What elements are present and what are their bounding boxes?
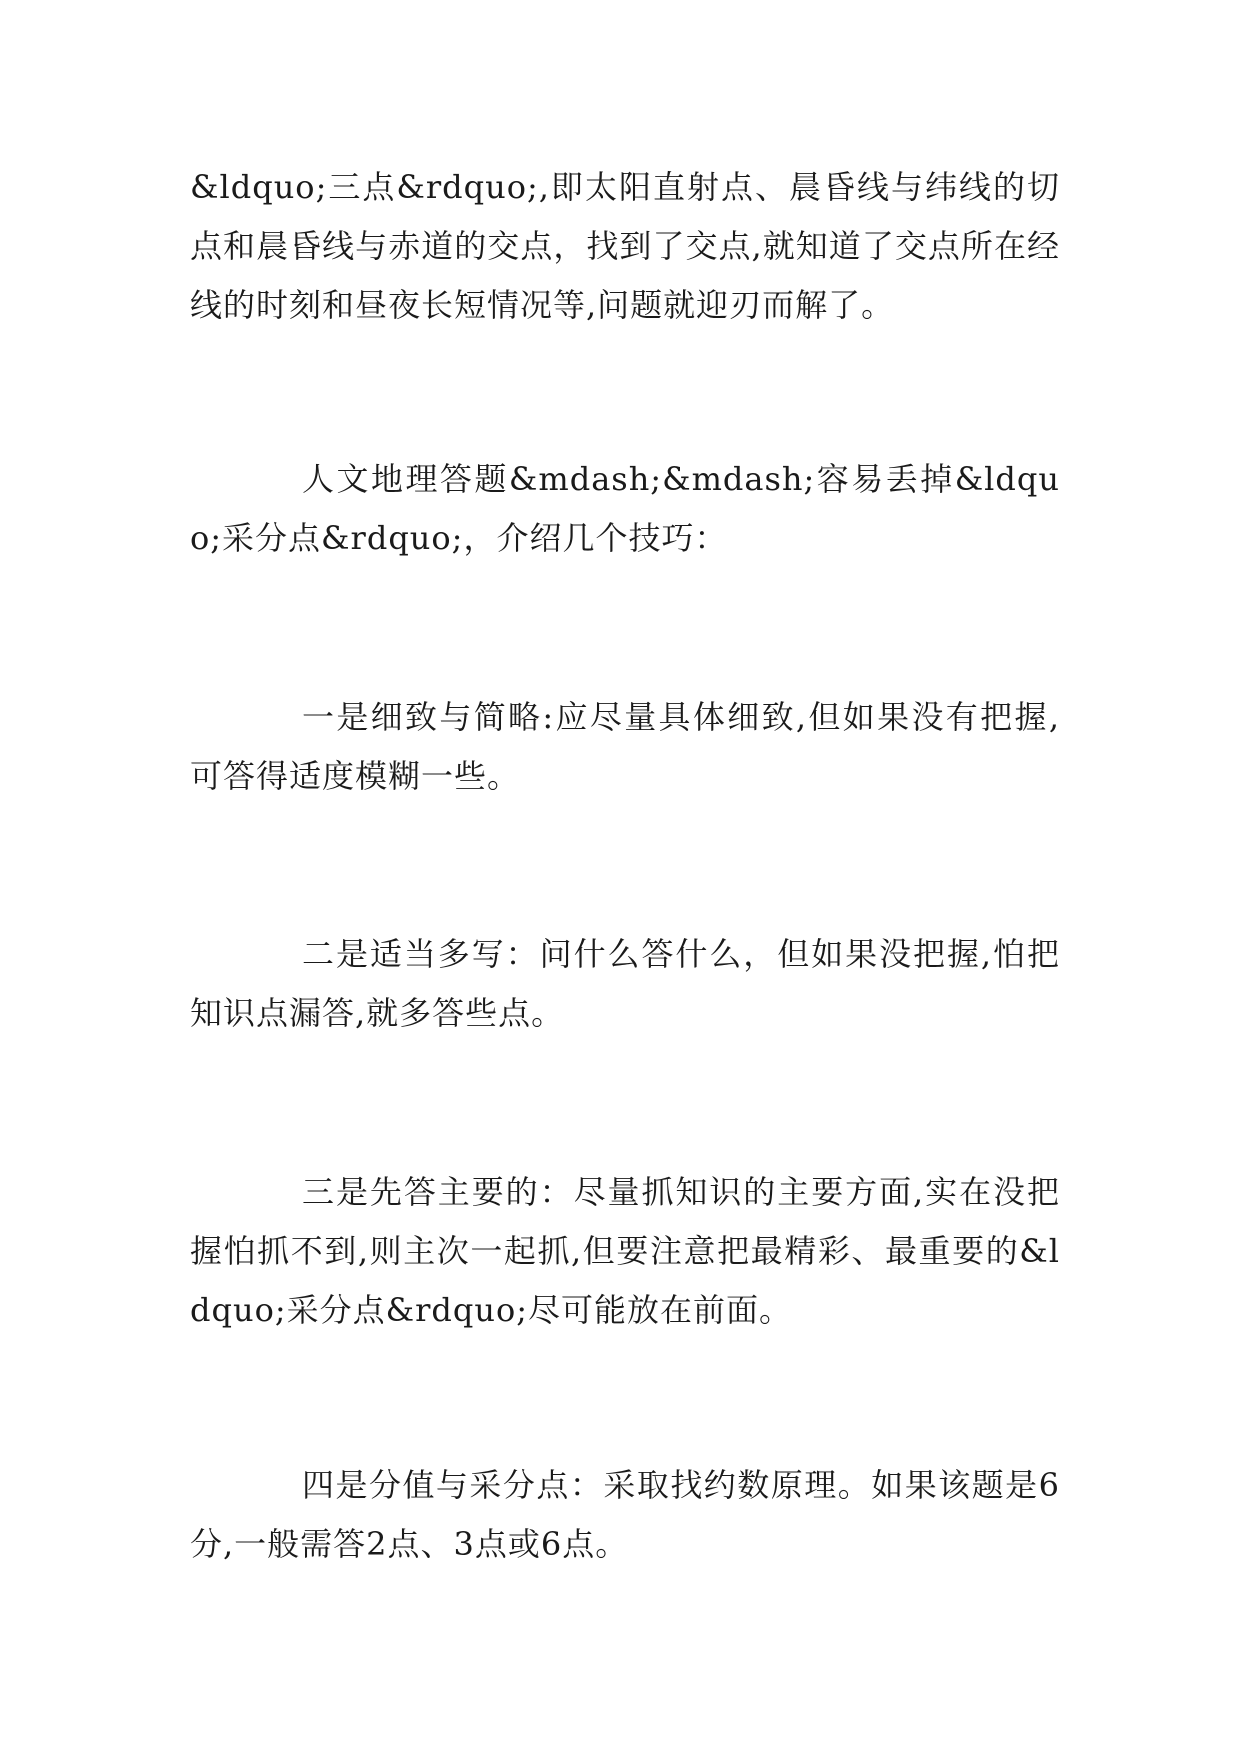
paragraph-tip-one: 一是细致与简略:应尽量具体细致,但如果没有把握,可答得适度模糊一些。 xyxy=(190,698,1060,795)
paragraph-tip-four: 四是分值与采分点：采取找约数原理。如果该题是6分,一般需答2点、3点或6点。 xyxy=(190,1466,1060,1563)
paragraph-three-points: &ldquo;三点&rdquo;,即太阳直射点、晨昏线与纬线的切点和晨昏线与赤道的交点，找到了交点,就知道了交点所在经线的时刻和昼夜长短情况等,问题就迎刃而解了。 xyxy=(190,168,1060,324)
paragraph-tip-two: 二是适当多写：问什么答什么，但如果没把握,怕把知识点漏答,就多答些点。 xyxy=(190,935,1060,1032)
paragraph-human-geography-intro: 人文地理答题&mdash;&mdash;容易丢掉&ldquo;采分点&rdquo;，介绍几个技巧： xyxy=(190,460,1060,557)
paragraph-tip-three: 三是先答主要的：尽量抓知识的主要方面,实在没把握怕抓不到,则主次一起抓,但要注意把最精彩、最重要的&ldquo;采分点&rdquo;尽可能放在前面。 xyxy=(190,1173,1060,1329)
